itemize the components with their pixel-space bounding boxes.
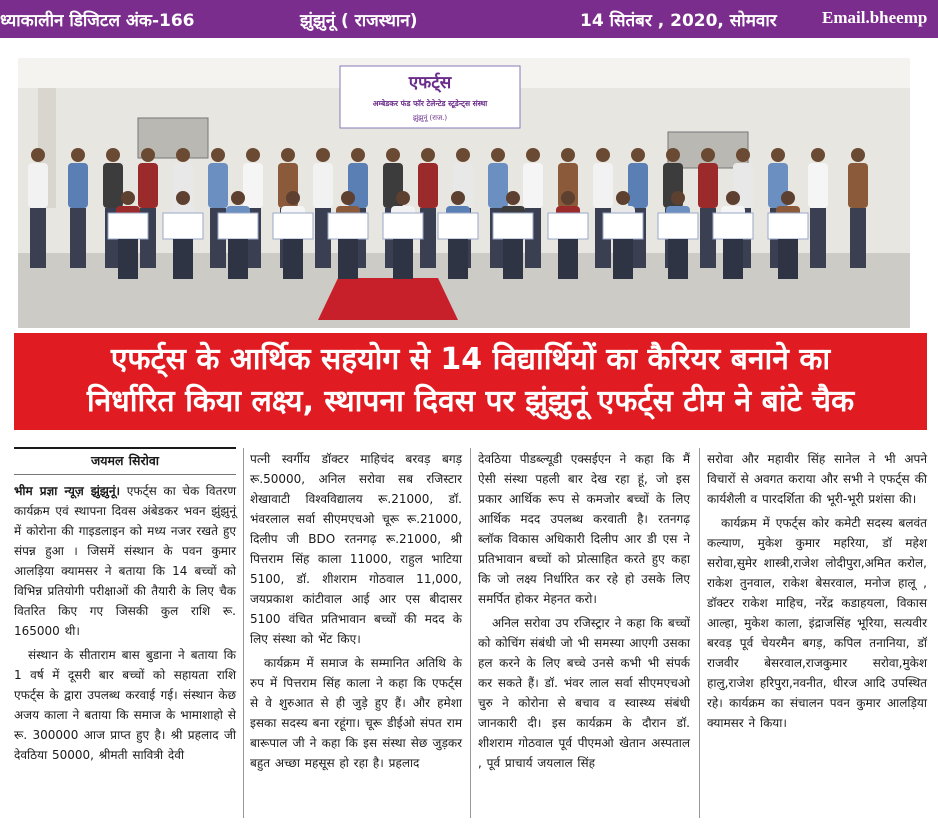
event-photo (18, 58, 910, 328)
article-paragraph: अनिल सरोवा उप रजिस्ट्रार ने कहा कि बच्चों को कोचिंग संबंधी जो भी समस्या आएगी उसका हल करने के लिए बच्चे उनसे कभी भी संपर्क कर सकते हैं। डॉ. भंवर लाल सर्वा सीएमएचओ चुरु ने कोरोना से बचाव व स्वास्थ्य संबंधी जानकारी दी। इस कार्यक्रम के दौरान डॉ. शीशराम गोठवाल पूर्व पीएमओ खेतान अस्पताल , पूर्व प्राचार्य जयलाल सिंह (478, 616, 690, 770)
column-divider (699, 448, 700, 818)
headline-line1: एफर्ट्स के आर्थिक सहयोग से 14 विद्यार्थियों का कैरियर बनाने का (110, 342, 831, 377)
email-label: Email.bheemp (822, 8, 928, 27)
article-paragraph: कार्यक्रम में एफर्ट्स कोर कमेटी सदस्य बलवंत कल्याण, मुकेश कुमार महरिया, डॉ महेश सरोवा,सुमेर शास्त्री,राजेश लोदीपुरा,अमित करोल, राकेश तुनवाल, राकेश बेसरवाल, मनोज हालू , डॉक्टर राकेश माहिच, नरेंद्र कडाहयला, विकास आल्हा, मुकेश काला, इंद्राजसिंह भूरिया, सत्यवीर बरवड़ पूर्व चेयरमैन बगड़, कपिल तनानिया, डॉ राजवीर बेसरवाल,राजकुमार सरोवा,मुकेश हालु,राजेश हरिपुरा,नवनीत, धीरज आदि उपस्थित रहे। कार्यक्रम का संचालन पवन कुमार आलड़िया क्यामसर ने किया। (707, 516, 927, 730)
article-column-3 (478, 449, 690, 777)
standing-person (68, 148, 88, 268)
banner-subtitle: अम्बेडकर फंड फॉर टेलेन्टेड स्टूडेन्ट्स संस्था (372, 99, 488, 108)
article-paragraph: संस्थान के सीताराम बास बुडाना ने बताया कि 1 वर्ष में दूसरी बार बच्चों को सहायता राशि एफर्ट्स के द्वारा उपलब्ध करवाई गई। संस्थान केछ अजय काला ने बताया कि समाज के भामाशाहो से रू. 300000 आज प्राप्त हुए है। श्री प्रहलाद जी देवठिया 50000, श्रीमती सावित्री देवी (14, 648, 236, 762)
paragraph-text: एफर्ट्स का चेक वितरण कार्यक्रम एवं स्थापना दिवस अंबेडकर भवन झुंझुनूं में कोरोना की गाइडलाइन को मध्य नजर रखते हुए संपन्न हुआ । जिसमें संस्थान के पवन कुमार आलड़िया क्यामसर ने बताया कि 14 बच्चों को विभिन्न प्रतियोगी परीक्षाओं की तैयारी के लिए चैक वितरित किए गए जिसकी कुल राशि रू. 165000 थी। (14, 484, 236, 638)
standing-person (313, 148, 333, 268)
standing-person (523, 148, 543, 268)
standing-person (808, 148, 828, 268)
headline (14, 333, 927, 430)
byline: जयमल सिरोवा (14, 447, 236, 475)
banner (340, 66, 520, 128)
standing-person (138, 148, 158, 268)
place-label: झुंझुनूं ( राजस्थान) (300, 11, 418, 31)
standing-person (848, 148, 868, 268)
column-divider (470, 448, 471, 818)
article-column-2 (250, 449, 462, 777)
standing-person (28, 148, 48, 268)
article-column-1 (14, 447, 236, 769)
article-paragraph (14, 481, 236, 641)
article-paragraph: देवठिया पीडब्ल्यूडी एक्सईएन ने कहा कि मैं ऐसी संस्था पहली बार देख रहा हूं, जो इस प्रकार आर्थिक रूप से कमजोर बच्चों के लिए आर्थिक मदद उपलब्ध करवाती है। रतनगढ़ ब्लॉक विकास अधिकारी दिलीप आर डी एस ने प्रतिभावान बच्चों को प्रोत्साहित करते हुए कहा कि जो लक्ष्य निर्धारित कर रहे हो उसके लिए समर्पित होकर मेहनत करो। (478, 452, 690, 606)
date-label: 14 सितंबर , 2020, सोमवार (580, 11, 777, 31)
article-paragraph: कार्यक्रम में समाज के सम्मानित अतिथि के रुप में पित्तराम सिंह काला ने कहा कि एफर्ट्स से वे शुरुआत से ही जुड़े हुए हैं। और हमेशा इसका सदस्य बना रहूंगा। चूरू डीईओ संपत राम बारूपाल जी ने कहा कि इस संस्था सेछ जुड़कर बहुत अच्छा महसूस हो रहा है। प्रहलाद (250, 656, 462, 770)
banner-title: एफर्ट्स (408, 73, 452, 93)
standing-person (698, 148, 718, 268)
event-photo-illustration (18, 58, 910, 328)
headline-line2: निर्धारित किया लक्ष्य, स्थापना दिवस पर झुंझुनूं एफर्ट्स टीम ने बांटे चैक (86, 384, 855, 419)
article-paragraph: पत्नी स्वर्गीय डॉक्टर माहिचंद बरवड़ बगड़ रू.50000, अनिल सरोवा सब रजिस्टार शेखावाटी विश्वविद्यालय रू.21000, डॉ. भंवरलाल सर्वा सीएमएचओ चूरू रू.21000, दिलीप जी BDO रतनगढ़ रू.21000, श्री पित्तराम सिंह काला 11000, राहुल भाटिया 5100, डॉ. शीशराम गोठवाल 11,000, जयप्रकाश कांटीवाल आई आर एस बीदासर 5100 वंचित प्रतिभावान बच्चों की मदद के लिए संस्था को भेंट किए। (250, 452, 462, 646)
dateline: भीम प्रज्ञा न्यूज़ झुंझुनूं। (14, 484, 121, 498)
article-paragraph: सरोवा और महावीर सिंह सानेल ने भी अपने विचारों से अवगत कराया और सभी ने एफर्ट्स की कार्यशैली व पारदर्शिता की भूरी-भूरी प्रशंसा की। (707, 452, 927, 506)
article-column-4 (707, 449, 927, 737)
edition-label: ध्याकालीन डिजिटल अंक-166 (0, 11, 195, 31)
standing-person (208, 148, 228, 268)
masthead (0, 0, 938, 38)
column-divider (243, 448, 244, 818)
banner-location: झुंझुनूं (राज.) (412, 114, 448, 122)
red-carpet (318, 278, 458, 320)
standing-person (418, 148, 438, 268)
standing-person (593, 148, 613, 268)
